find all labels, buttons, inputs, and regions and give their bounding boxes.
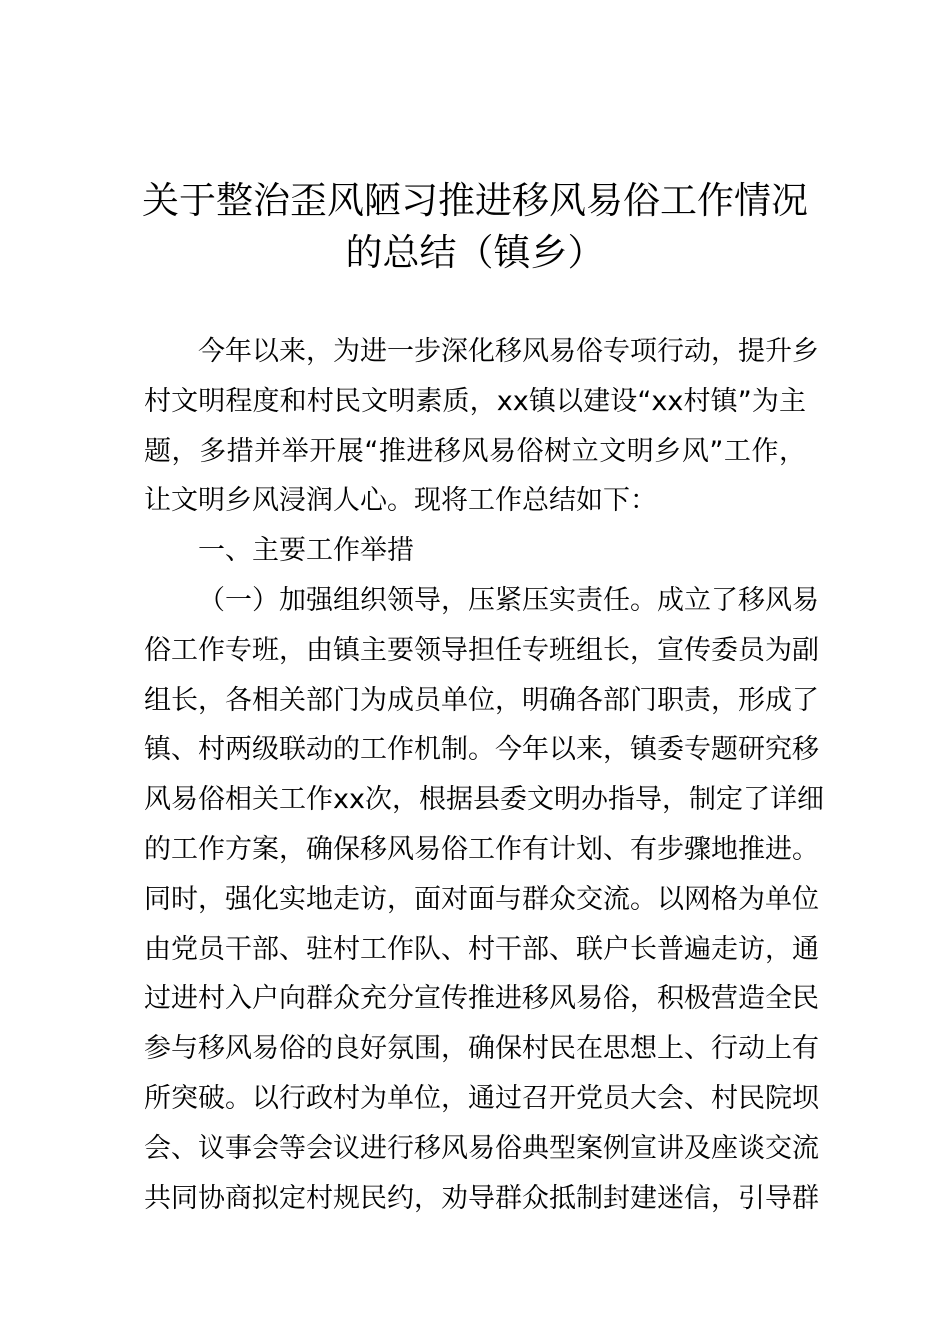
body-line: 村文明程度和村民文明素质，xx镇以建设“xx村镇”为主 bbox=[144, 385, 806, 417]
body-line: 参与移风易俗的良好氛围，确保村民在思想上、行动上有 bbox=[144, 1033, 819, 1065]
body-line: 同时，强化实地走访，面对面与群众交流。以网格为单位 bbox=[144, 883, 819, 915]
body-line: 由党员干部、驻村工作队、村干部、联户长普遍走访，通 bbox=[144, 933, 819, 965]
body-line: 让文明乡风浸润人心。现将工作总结如下： bbox=[144, 485, 657, 517]
document-title bbox=[120, 175, 830, 279]
body-line: 镇、村两级联动的工作机制。今年以来，镇委专题研究移 bbox=[144, 734, 819, 766]
body-line: 题，多措并举开展“推进移风易俗树立文明乡风”工作， bbox=[144, 435, 806, 467]
title-line-1: 关于整治歪风陋习推进移风易俗工作情况 bbox=[142, 179, 808, 222]
body-line: 共同协商拟定村规民约，劝导群众抵制封建迷信，引导群 bbox=[144, 1182, 819, 1214]
body-line: 的工作方案，确保移风易俗工作有计划、有步骤地推进。 bbox=[144, 833, 819, 865]
title-line-2: 的总结（镇乡） bbox=[345, 231, 605, 274]
body-line: 组长，各相关部门为成员单位，明确各部门职责，形成了 bbox=[144, 684, 819, 716]
body-line: 所突破。以行政村为单位，通过召开党员大会、村民院坝 bbox=[144, 1082, 819, 1114]
body-line: 过进村入户向群众充分宣传推进移风易俗，积极营造全民 bbox=[144, 983, 819, 1015]
section-heading: 一、主要工作举措 bbox=[198, 535, 414, 567]
body-line: 会、议事会等会议进行移风易俗典型案例宣讲及座谈交流 bbox=[144, 1132, 819, 1164]
body-line: （一）加强组织领导，压紧压实责任。成立了移风易 bbox=[198, 584, 819, 616]
document-body bbox=[144, 327, 824, 1223]
body-line: 俗工作专班，由镇主要领导担任专班组长，宣传委员为副 bbox=[144, 634, 819, 666]
body-line: 今年以来，为进一步深化移风易俗专项行动，提升乡 bbox=[198, 336, 819, 367]
body-line: 风易俗相关工作xx次，根据县委文明办指导，制定了详细 bbox=[144, 784, 824, 816]
